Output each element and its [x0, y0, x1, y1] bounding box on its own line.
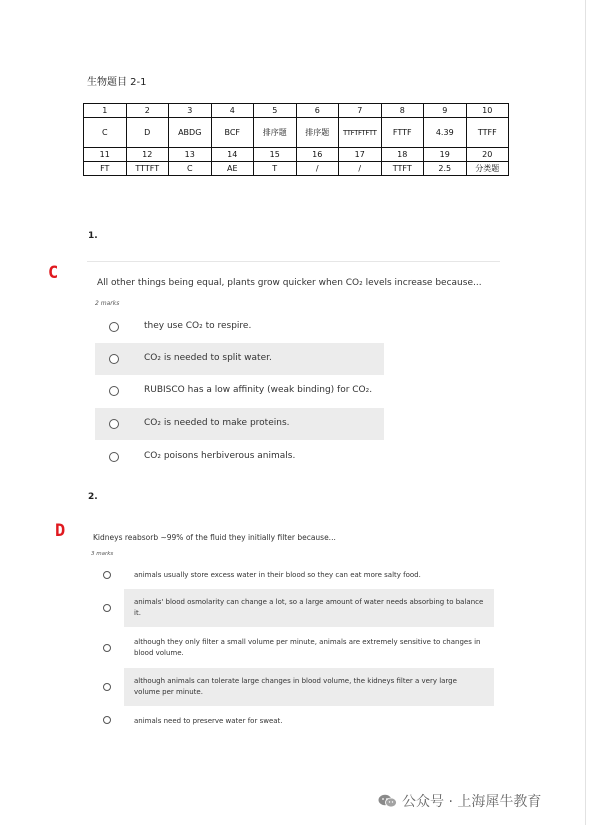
table-cell: 4.39: [424, 118, 467, 148]
table-cell: 1: [84, 104, 127, 118]
watermark: [378, 791, 541, 811]
question-1-number: 1.: [88, 231, 98, 241]
table-row: [84, 118, 509, 148]
question-2-marks: 3 marks: [91, 551, 114, 557]
table-row: [84, 104, 509, 118]
table-cell: 7: [339, 104, 382, 118]
radio-button[interactable]: [109, 452, 119, 462]
question-2-prompt: Kidneys reabsorb ~99% of the fluid they initially filter because...: [93, 533, 336, 542]
question-1-prompt: All other things being equal, plants grow quicker when CO₂ levels increase because...: [97, 278, 482, 288]
option-label: although they only filter a small volume per minute, animals are extremely sensitive to changes in blood volume.: [134, 638, 481, 657]
radio-button[interactable]: [103, 571, 111, 579]
table-row: [84, 148, 509, 162]
table-cell: 12: [126, 148, 169, 162]
question-1-marks: 2 marks: [95, 300, 120, 307]
question-2-option-3[interactable]: [94, 629, 494, 667]
option-label: animals need to preserve water for sweat.: [134, 717, 283, 725]
question-2-option-1[interactable]: [94, 562, 494, 588]
radio-button[interactable]: [109, 322, 119, 332]
question-2-handwritten-answer: D: [55, 521, 66, 541]
table-cell: 20: [466, 148, 509, 162]
question-2-option-5[interactable]: [94, 708, 494, 734]
question-2-option-4[interactable]: [94, 668, 494, 706]
table-cell: /: [296, 162, 339, 176]
table-cell: TTFF: [466, 118, 509, 148]
table-cell: T: [254, 162, 297, 176]
page-edge: [585, 0, 586, 825]
table-cell: C: [84, 118, 127, 148]
table-cell: 18: [381, 148, 424, 162]
table-cell: C: [169, 162, 212, 176]
question-1-option-4[interactable]: [95, 408, 384, 440]
table-cell: 3: [169, 104, 212, 118]
table-cell: FTTF: [381, 118, 424, 148]
watermark-text: 公众号 · 上海犀牛教育: [402, 794, 542, 810]
table-cell: 13: [169, 148, 212, 162]
table-cell: 6: [296, 104, 339, 118]
table-cell: 分类题: [466, 162, 509, 176]
table-cell: 19: [424, 148, 467, 162]
table-cell: 15: [254, 148, 297, 162]
radio-button[interactable]: [103, 604, 111, 612]
wechat-icon: [378, 794, 398, 808]
table-cell: FT: [84, 162, 127, 176]
table-cell: 排序题: [296, 118, 339, 148]
table-cell: 16: [296, 148, 339, 162]
table-cell: BCF: [211, 118, 254, 148]
answer-table: [83, 103, 509, 176]
table-cell: 4: [211, 104, 254, 118]
question-1-option-3[interactable]: [95, 375, 384, 407]
option-label: RUBISCO has a low affinity (weak binding) for CO₂.: [144, 385, 373, 395]
question-1-option-2[interactable]: [95, 343, 384, 375]
radio-button[interactable]: [109, 386, 119, 396]
table-cell: 10: [466, 104, 509, 118]
option-label: animals usually store excess water in their blood so they can eat more salty food.: [134, 571, 421, 579]
radio-button[interactable]: [109, 354, 119, 364]
question-2-option-2[interactable]: [94, 589, 494, 627]
table-cell: 17: [339, 148, 382, 162]
table-cell: 2.5: [424, 162, 467, 176]
radio-button[interactable]: [103, 683, 111, 691]
table-cell: 5: [254, 104, 297, 118]
option-label: although animals can tolerate large changes in blood volume, the kidneys filter a very large volume per minute.: [134, 677, 457, 696]
question-2-number: 2.: [88, 492, 98, 502]
question-1-option-1[interactable]: [95, 311, 384, 343]
option-label: CO₂ is needed to split water.: [144, 353, 272, 363]
question-1-handwritten-answer: C: [48, 263, 59, 283]
table-cell: 排序题: [254, 118, 297, 148]
table-cell: 14: [211, 148, 254, 162]
table-cell: TTTFT: [126, 162, 169, 176]
document-title: 生物题目 2-1: [87, 77, 147, 88]
option-label: they use CO₂ to respire.: [144, 321, 252, 331]
question-1-option-5[interactable]: [95, 441, 384, 473]
radio-button[interactable]: [103, 716, 111, 724]
table-cell: 11: [84, 148, 127, 162]
option-label: CO₂ poisons herbiverous animals.: [144, 451, 296, 461]
table-cell: /: [339, 162, 382, 176]
divider: [87, 261, 500, 262]
table-cell: 9: [424, 104, 467, 118]
radio-button[interactable]: [109, 419, 119, 429]
table-cell: D: [126, 118, 169, 148]
table-cell: TTFTFTFTT: [339, 118, 382, 148]
option-label: CO₂ is needed to make proteins.: [144, 418, 290, 428]
table-cell: 2: [126, 104, 169, 118]
table-row: [84, 162, 509, 176]
option-label: animals' blood osmolarity can change a lot, so a large amount of water needs absorbing to balance it.: [134, 598, 484, 617]
table-cell: TTFT: [381, 162, 424, 176]
table-cell: AE: [211, 162, 254, 176]
table-cell: 8: [381, 104, 424, 118]
radio-button[interactable]: [103, 644, 111, 652]
table-cell: ABDG: [169, 118, 212, 148]
